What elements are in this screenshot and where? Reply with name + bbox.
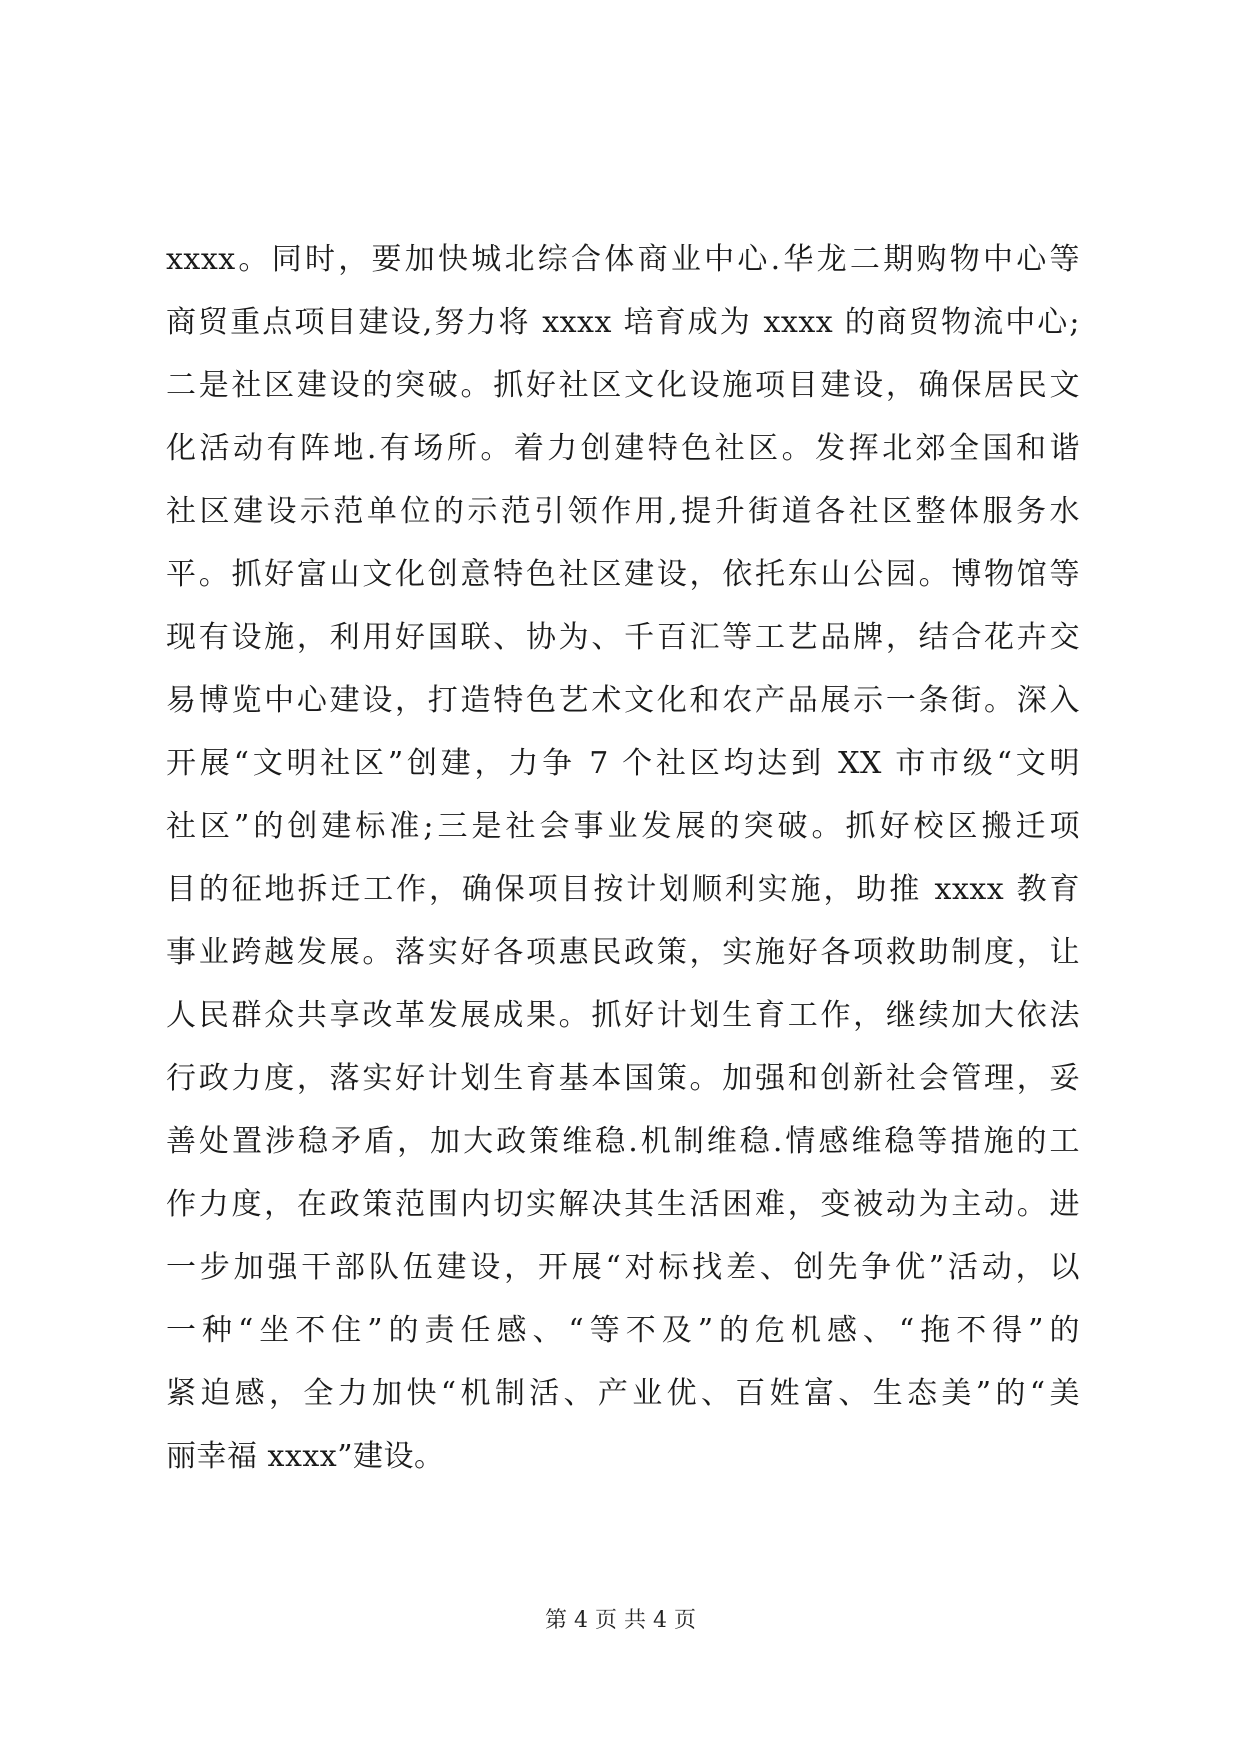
text-line: 社区建设示范单位的示范引领作用,提升街道各社区整体服务水	[166, 494, 1080, 529]
text-line: 目的征地拆迁工作，确保项目按计划顺利实施，助推 xxxx 教育	[166, 872, 1080, 907]
page-number-footer: 第 4 页 共 4 页	[545, 1608, 696, 1633]
text-line: 开展“文明社区”创建，力争 7 个社区均达到 XX 市市级“文明	[166, 746, 1080, 781]
text-line: 丽幸福 xxxx”建设。	[166, 1439, 445, 1474]
text-line: xxxx。同时，要加快城北综合体商业中心.华龙二期购物中心等	[166, 242, 1080, 277]
text-line: 事业跨越发展。落实好各项惠民政策，实施好各项救助制度，让	[166, 935, 1080, 970]
body-text	[166, 228, 1080, 1488]
text-line: 一种“坐不住”的责任感、“等不及”的危机感、“拖不得”的	[166, 1313, 1080, 1348]
text-line: 商贸重点项目建设,努力将 xxxx 培育成为 xxxx 的商贸物流中心;	[166, 305, 1080, 340]
text-line: 二是社区建设的突破。抓好社区文化设施项目建设，确保居民文	[166, 368, 1080, 403]
text-line: 行政力度，落实好计划生育基本国策。加强和创新社会管理，妥	[166, 1061, 1080, 1096]
text-line: 平。抓好富山文化创意特色社区建设，依托东山公园。博物馆等	[166, 557, 1080, 592]
text-line: 一步加强干部队伍建设，开展“对标找差、创先争优”活动，以	[166, 1250, 1080, 1285]
text-line: 社区”的创建标准;三是社会事业发展的突破。抓好校区搬迁项	[166, 809, 1080, 844]
text-line: 易博览中心建设，打造特色艺术文化和农产品展示一条街。深入	[166, 683, 1080, 718]
text-line: 作力度，在政策范围内切实解决其生活困难，变被动为主动。进	[166, 1187, 1080, 1222]
text-line: 现有设施，利用好国联、协为、千百汇等工艺品牌，结合花卉交	[166, 620, 1080, 655]
text-line: 紧迫感，全力加快“机制活、产业优、百姓富、生态美”的“美	[166, 1376, 1080, 1411]
text-line: 化活动有阵地.有场所。着力创建特色社区。发挥北郊全国和谐	[166, 431, 1080, 466]
text-line: 人民群众共享改革发展成果。抓好计划生育工作，继续加大依法	[166, 998, 1080, 1033]
text-line: 善处置涉稳矛盾，加大政策维稳.机制维稳.情感维稳等措施的工	[166, 1124, 1080, 1159]
